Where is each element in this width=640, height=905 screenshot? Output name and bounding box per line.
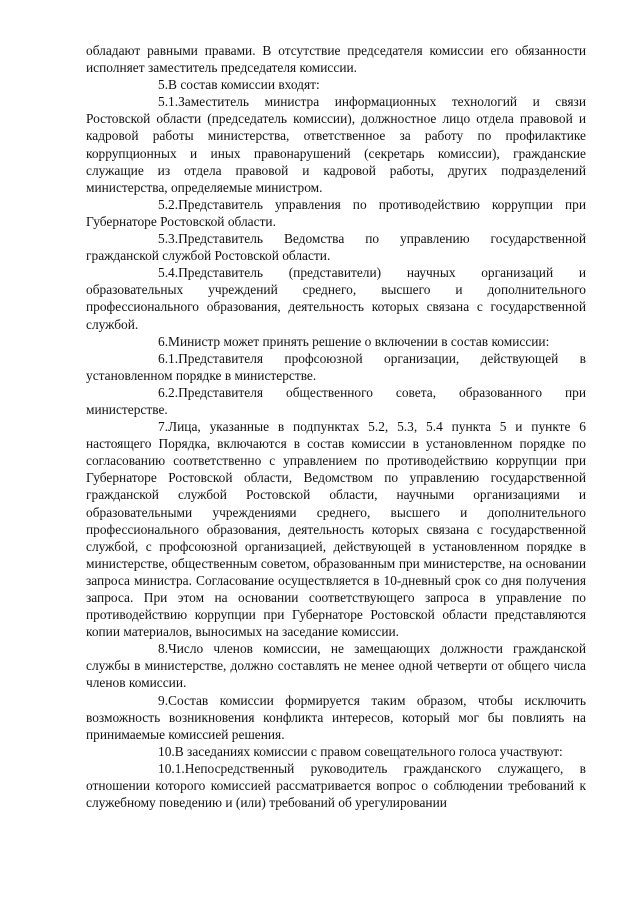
paragraph-5-3 [86, 230, 586, 264]
paragraph-text: Лица, указанные в подпунктах 5.2, 5.3, 5.4 пункта 5 и пункте 6 настоящего Порядка, включаются в состав комиссии в установленном порядке по согласованию соответственно с управлением по противодействию коррупции при Губернаторе Ростовской области, Ведомством по управлению государственной гражданской службой Ростовской области, научными организациями и образовательными учреждениями среднего, высшего и дополнительного профессионального образования, деятельность которых связана с государственной службой, с профсоюзной организацией, действующей в установленном порядке в министерстве, общественным советом, образованным при министерстве, на основании запроса министра. Согласование осуществляется в 10-дневный срок со дня получения запроса. При этом на основании соответствующего запроса в управление по противодействию коррупции при Губернаторе Ростовской области представляются копии материалов, выносимых на заседание комиссии. [86, 419, 586, 640]
paragraph-text: В состав комиссии входят: [168, 77, 320, 93]
paragraph-text: Состав комиссии формируется таким образом, чтобы исключить возможность возникновения конфликта интересов, который мог бы повлиять на принимаемые комиссией решения. [86, 692, 586, 742]
paragraph-9 [86, 692, 586, 743]
paragraph-number: 5.1. [158, 94, 179, 110]
paragraph-number: 5.4. [158, 265, 179, 281]
paragraph-number: 8. [158, 641, 169, 657]
paragraph-text: Представитель Ведомства по управлению государственной гражданской службой Ростовской области. [86, 231, 586, 264]
paragraph-text: Представитель управления по противодействию коррупции при Губернаторе Ростовской области. [86, 196, 586, 229]
paragraph-text: Число членов комиссии, не замещающих должности гражданской службы в министерстве, должно составлять не менее одной четверти от общего числа членов комиссии. [86, 641, 586, 691]
paragraph-number: 6. [158, 333, 169, 349]
paragraph-5-1 [86, 93, 586, 196]
paragraph-7 [86, 418, 586, 640]
paragraph-number: 5.3. [158, 231, 179, 247]
paragraph-text: обладают равными правами. В отсутствие председателя комиссии его обязанности исполняет заместитель председателя комиссии. [86, 43, 586, 76]
paragraph-number: 5. [158, 77, 169, 93]
paragraph-continuation [86, 42, 586, 76]
paragraph-8 [86, 640, 586, 691]
paragraph-10-1 [86, 760, 586, 811]
paragraph-6-1 [86, 350, 586, 384]
paragraph-6 [86, 333, 586, 350]
paragraph-6-2 [86, 384, 586, 418]
paragraph-number: 10.1. [158, 760, 185, 776]
paragraph-number: 5.2. [158, 196, 179, 212]
paragraph-10 [86, 743, 586, 760]
paragraph-number: 6.1. [158, 350, 179, 366]
paragraph-text: В заседаниях комиссии с правом совещательного голоса участвуют: [174, 743, 563, 759]
paragraph-5 [86, 76, 586, 93]
paragraph-text: Министр может принять решение о включении в состав комиссии: [168, 333, 550, 349]
paragraph-text: Заместитель министра информационных технологий и связи Ростовской области (председатель комиссии), должностное лицо отдела правовой и кадровой работы министерства, ответственное за работу по профилактике коррупционных и иных правонарушений (секретарь комиссии), гражданские служащие из отдела правовой и кадровой работы, других подразделений министерства, определяемые министром. [86, 94, 586, 195]
paragraph-5-4 [86, 264, 586, 332]
paragraph-text: Непосредственный руководитель гражданского служащего, в отношении которого комиссией рассматривается вопрос о соблюдении требований к служебному поведению и (или) требований об урегулировании [86, 760, 586, 811]
paragraph-number: 7. [158, 419, 169, 435]
paragraph-5-2 [86, 196, 586, 230]
paragraph-text: Представителя общественного совета, образованного при министерстве. [86, 384, 586, 417]
paragraph-text: Представитель (представители) научных организаций и образовательных учреждений среднего, высшего и дополнительного профессионального образования, деятельность которых связана с государственной службой. [86, 265, 586, 332]
paragraph-number: 9. [158, 692, 169, 708]
paragraph-text: Представителя профсоюзной организации, действующей в установленном порядке в министерстве. [86, 350, 586, 383]
document-body [86, 42, 586, 811]
paragraph-number: 6.2. [158, 384, 179, 400]
paragraph-number: 10. [158, 743, 175, 759]
